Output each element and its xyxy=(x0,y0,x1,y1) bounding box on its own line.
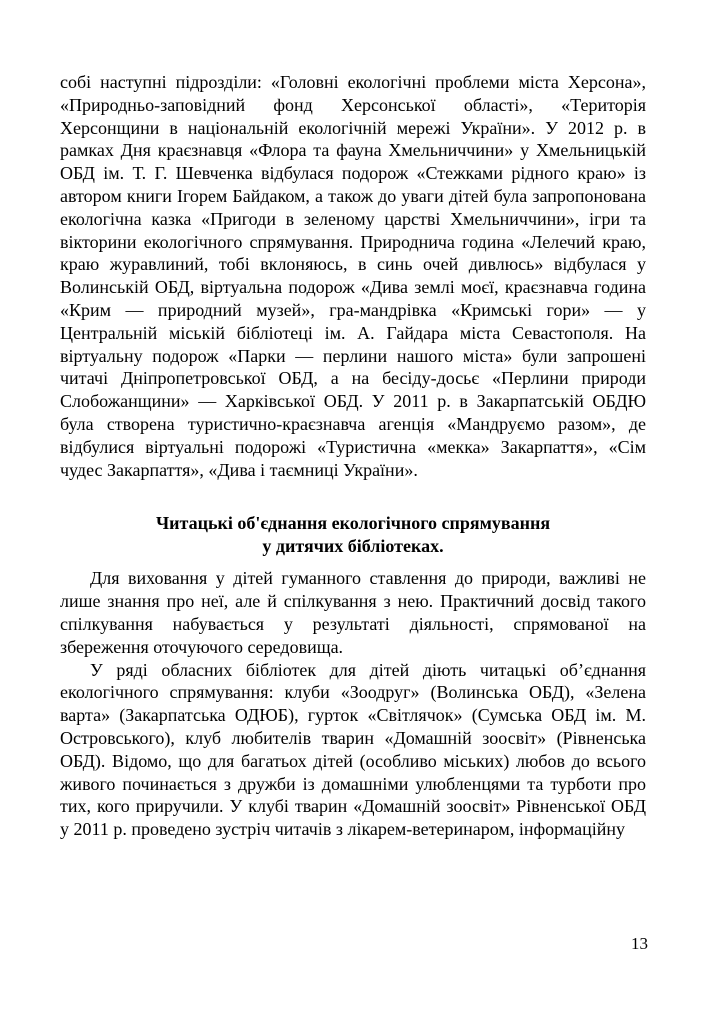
page-number: 13 xyxy=(631,934,648,953)
section-heading-line-1: Читацькі об'єднання екологічного спрямування xyxy=(155,513,551,534)
body-paragraph-3: У ряді обласних бібліотек для дітей діють читацькі об’єднання екологічного спрямування: клуби «Зоодруг» (Волинська ОБД), «Зелена варта» (Закарпатська ОДЮБ), гурток «Світлячок» (Сумська ОБД ім. М. Островського), клуб любителів тварин «Домашній зоосвіт» (Рівненська ОБД). Відомо, що для багатьох дітей (особливо міських) любов до всього живого починається з дружби із домашніми улюбленцями та турботи про тих, кого приручили. У клубі тварин «Домашній зоосвіт» Рівненської ОБД у 2011 р. проведено зустріч читачів з лікарем-ветеринаром, інформаційну xyxy=(60,659,646,840)
section-heading-line-2: у дитячих бібліотеках. xyxy=(262,535,444,556)
body-paragraph-1: собі наступні підрозділи: «Головні екологічні проблеми міста Херсона», «Природньо-заповідний фонд Херсонської області», «Територія Херсонщини в національній екологічній мережі України». У 2012 р. в рамках Дня краєзнавця «Флора та фауна Хмельниччини» у Хмельницькій ОБД ім. Т. Г. Шевченка відбулася подорож «Стежками рідного краю» із автором книги Ігорем Байдаком, а також до уваги дітей була запропонована екологічна казка «Пригоди в зеленому царстві Хмельниччини», ігри та вікторини екологічного спрямування. Природнича година «Лелечий краю, краю журавлиний, тобі вклоняюсь, в синь очей дивлюсь» відбулася у Волинській ОБД, віртуальна подорож «Дива землі моєї, краєзнавча година «Крим — природний музей», гра-мандрівка «Кримські гори» — у Центральній міській бібліотеці ім. А. Гайдара міста Севастополя. На віртуальну подорож «Парки — перлини нашого міста» були запрошені читачі Дніпропетровської ОБД, а на бесіду-досьє «Перлини природи Слобожанщини» — Харківської ОБД. У 2011 р. в Закарпатській ОБДЮ була створена туристично-краєзнавча агенція «Мандруємо разом», де відбулися віртуальні подорожі «Туристична «мекка» Закарпаття», «Сім чудес Закарпаття», «Дива і таємниці України». xyxy=(60,72,646,480)
body-paragraph-2: Для виховання у дітей гуманного ставлення до природи, важливі не лише знання про неї, але й спілкування з нею. Практичний досвід такого спілкування набувається у результаті діяльності, спрямованої на збереження оточуючого середовища. xyxy=(60,568,646,657)
document-page xyxy=(60,71,646,841)
section-heading xyxy=(60,512,646,557)
